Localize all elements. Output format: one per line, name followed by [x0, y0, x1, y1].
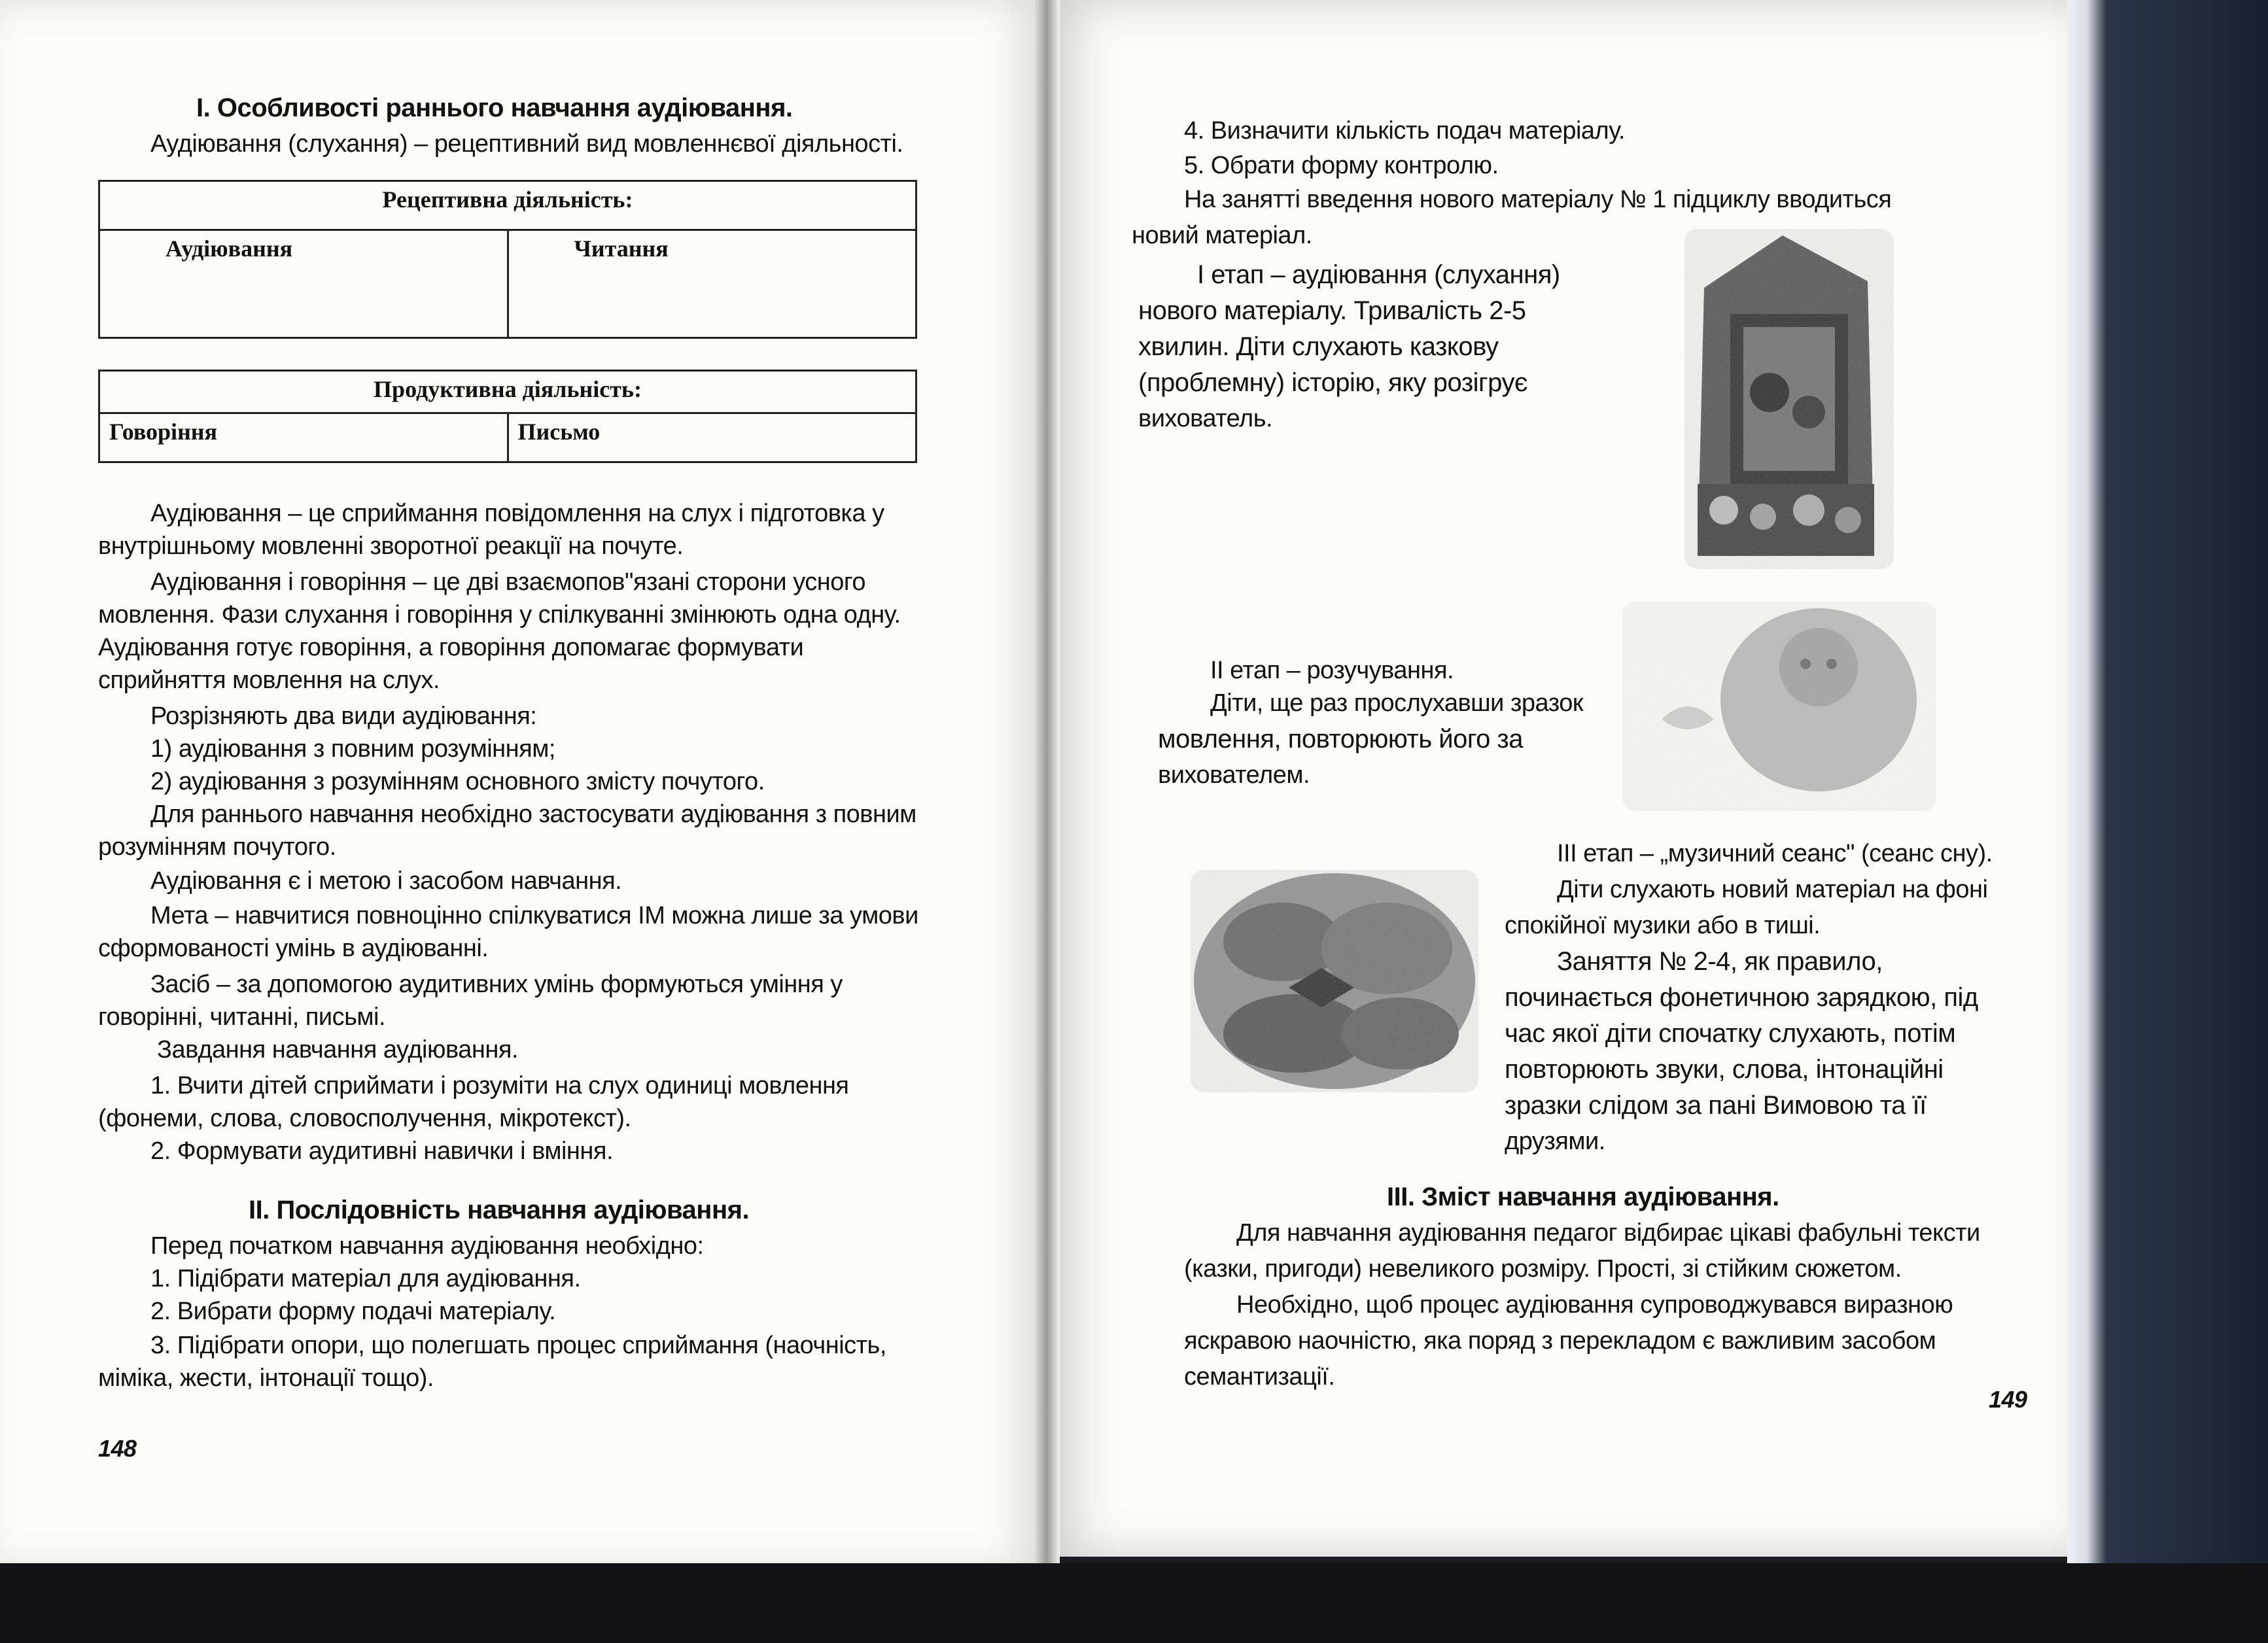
stage-3-line: ІІІ етап – „музичний сеанс" (сеанс сну). — [1557, 840, 1993, 867]
text-line: внутрішньому мовленні зворотної реакції на почуте. — [98, 532, 684, 560]
text-line: сформованості умінь в аудіюванні. — [98, 935, 489, 962]
text-line: Засіб – за допомогою аудитивних умінь формуються уміння у — [150, 971, 843, 998]
text-line: новий матеріал. — [1132, 222, 1312, 249]
text-line: яскравою наочністю, яка поряд з перекладом є важливим засобом — [1184, 1327, 1936, 1355]
stage-1-line: вихователь. — [1138, 405, 1273, 432]
text-line: Необхідно, щоб процес аудіювання супроводжувався виразною — [1236, 1291, 1953, 1319]
text-line: Для раннього навчання необхідно застосувати аудіювання з повним — [150, 801, 916, 828]
receptive-header: Рецептивна діяльність: — [99, 181, 916, 230]
text-line: 2) аудіювання з розумінням основного змісту почутого. — [150, 768, 765, 795]
productive-header: Продуктивна діяльність: — [99, 371, 916, 413]
stage-1-line: І етап – аудіювання (слухання) — [1197, 260, 1560, 289]
text-line: 4. Визначити кількість подач матеріалу. — [1184, 117, 1625, 145]
text-line: семантизації. — [1184, 1363, 1335, 1391]
left-page — [0, 0, 1040, 1570]
text-line: Завдання навчання аудіювання. — [157, 1036, 518, 1064]
section-heading-2: II. Послідовність навчання аудіювання. — [249, 1196, 750, 1224]
text-line: На занятті введення нового матеріалу № 1 підциклу вводиться — [1184, 186, 1892, 213]
text-line: Для навчання аудіювання педагог відбирає цікаві фабульні тексти — [1236, 1219, 1980, 1247]
text-line: Розрізняють два види аудіювання: — [150, 702, 537, 730]
stage-2-line: мовлення, повторюють його за — [1158, 725, 1524, 753]
receptive-col-2: Читання — [508, 230, 916, 338]
stage-1-line: (проблемну) історію, яку розігрує — [1138, 368, 1527, 397]
text-line: 3. Підібрати опори, що полегшать процес сприймання (наочність, — [150, 1332, 886, 1359]
stage-3-line: час якої діти спочатку слухають, потім — [1505, 1019, 1956, 1048]
stage-2-line: Діти, ще раз прослухавши зразок — [1210, 689, 1583, 717]
section-heading-3: III. Зміст навчання аудіювання. — [1387, 1183, 1779, 1211]
text-line: Аудіювання готує говоріння, а говоріння допомагає формувати — [98, 634, 804, 661]
text-line: (фонеми, слова, словосполучення, мікротекст). — [98, 1105, 631, 1132]
scan-background — [0, 1563, 2268, 1643]
text-line: 1. Вчити дітей сприймати і розуміти на слух одиниці мовлення — [150, 1072, 849, 1099]
productive-col-2: Письмо — [508, 413, 916, 462]
text-line: міміка, жести, інтонації тощо). — [98, 1364, 434, 1392]
text-line: 2. Формувати аудитивні навички і вміння. — [150, 1137, 614, 1165]
stage-3-line: повторюють звуки, слова, інтонаційні — [1505, 1055, 1944, 1084]
stage-3-line: Заняття № 2-4, як правило, — [1557, 947, 1883, 976]
book-cover-edge — [2067, 0, 2268, 1643]
stage-3-line: друзями. — [1505, 1128, 1605, 1155]
puppet-theatre-photo — [1684, 229, 1894, 569]
text-line: 5. Обрати форму контролю. — [1184, 152, 1499, 179]
stage-1-line: нового матеріалу. Тривалість 2-5 — [1138, 296, 1526, 325]
text-line: 2. Вибрати форму подачі матеріалу. — [150, 1298, 556, 1325]
stage-2-line: ІІ етап – розучування. — [1210, 657, 1454, 684]
text-line: мовлення. Фази слухання і говоріння у спілкуванні змінюють одна одну. — [98, 601, 901, 629]
doll-illustration — [1622, 602, 1936, 811]
section-heading-1: I. Особливості раннього навчання аудіювання. — [196, 94, 793, 122]
stage-3-line: починається фонетичною зарядкою, під — [1505, 983, 1978, 1012]
definition-text: Аудіювання (слухання) – рецептивний вид мовленнєвої діяльності. — [150, 130, 903, 158]
text-line: Аудіювання і говоріння – це дві взаємопов"язані сторони усного — [150, 568, 866, 596]
page-number-right: 149 — [1989, 1386, 2027, 1413]
receptive-table — [98, 180, 917, 339]
sleeping-toys-photo — [1191, 870, 1478, 1092]
text-line: Мета – навчитися повноцінно спілкуватися ІМ можна лише за умови — [150, 902, 918, 929]
text-line: сприйняття мовлення на слух. — [98, 666, 440, 694]
stage-1-line: хвилин. Діти слухають казкову — [1138, 332, 1499, 361]
text-line: Аудіювання – це сприймання повідомлення на слух і підготовка у — [150, 500, 884, 527]
text-line: Аудіювання є і метою і засобом навчання. — [150, 867, 622, 895]
text-line: говорінні, читанні, письмі. — [98, 1003, 386, 1031]
right-page — [1047, 0, 2067, 1557]
receptive-col-1: Аудіювання — [99, 230, 508, 338]
stage-3-line: спокійної музики або в тиші. — [1505, 912, 1821, 939]
stage-3-line: зразки слідом за пані Вимовою та її — [1505, 1091, 1927, 1120]
text-line: розумінням почутого. — [98, 833, 336, 861]
page-number-left: 148 — [98, 1435, 137, 1462]
stage-3-line: Діти слухають новий матеріал на фоні — [1557, 876, 1988, 903]
text-line: 1. Підібрати матеріал для аудіювання. — [150, 1265, 581, 1292]
text-line: (казки, пригоди) невеликого розміру. Прості, зі стійким сюжетом. — [1184, 1255, 1902, 1283]
book-spine — [1034, 0, 1060, 1570]
productive-col-1: Говоріння — [99, 413, 508, 462]
text-line: Перед початком навчання аудіювання необхідно: — [150, 1232, 704, 1260]
productive-table — [98, 370, 917, 463]
stage-2-line: вихователем. — [1158, 761, 1310, 789]
text-line: 1) аудіювання з повним розумінням; — [150, 735, 555, 763]
